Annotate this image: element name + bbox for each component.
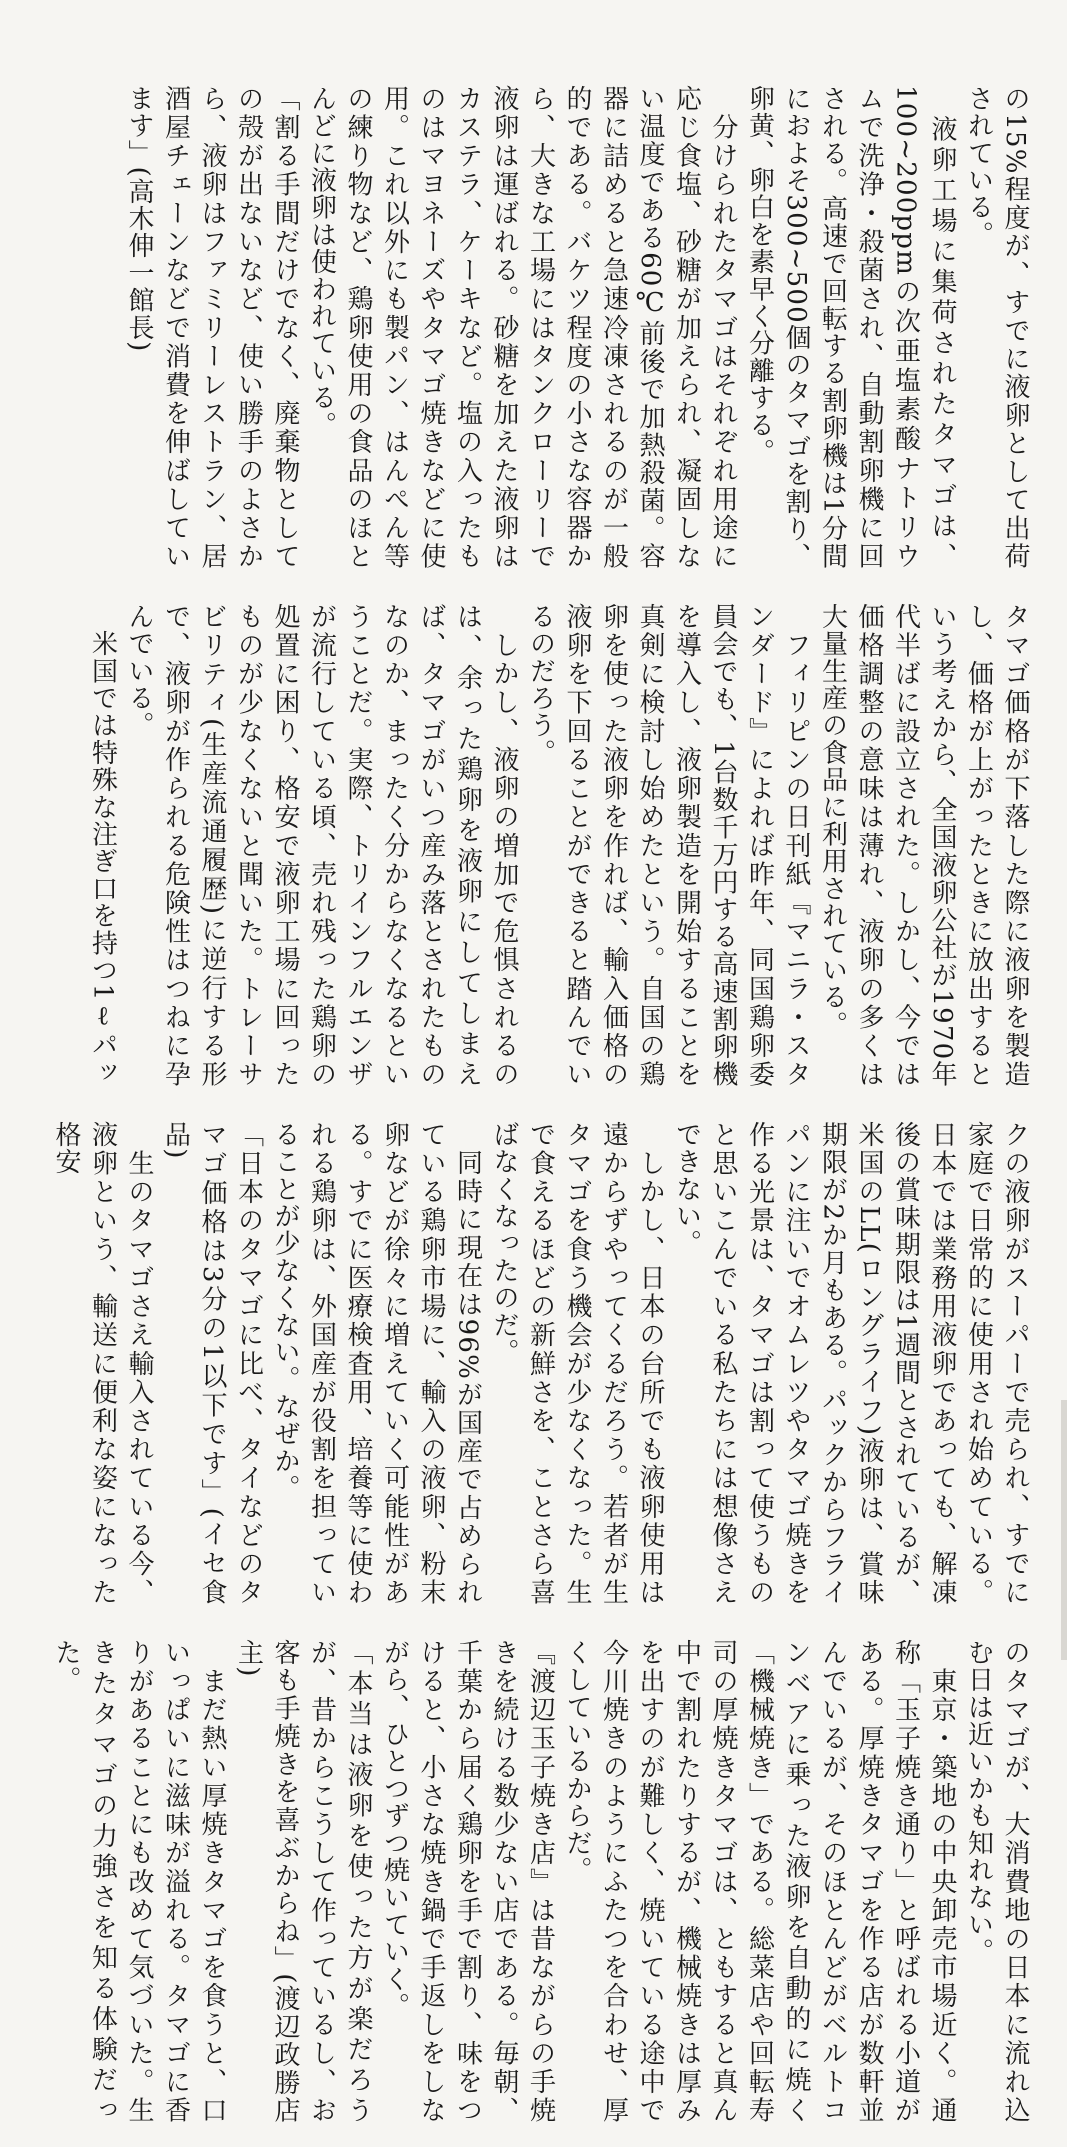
article-text-block-3: クの液卵がスーパーで売られ、すでに家庭で日常的に使用され始めている。日本では業務用液卵であっても、解凍後の賞味期限は1週間とされているが、米国のLL(ロングライフ)液卵は、賞味期限が2か月もある。パックからフライパンに注いでオムレツやタマゴ焼きを作る光景は、タマゴは割って使うものと思いこんでいる私たちには想像さえできない。 しかし、日本の台所でも液卵使用は遠からずやってくるだろう。若者が生タマゴを食う機会が少なくなった。生で食えるほどの新鮮さを、ことさら喜ばなくなったのだ。 同時に現在は96%が国産で占められている鶏卵市場に、輸入の液卵、粉末卵などが徐々に増えていく可能性がある。すでに医療検査用、培養等に使われる鶏卵は、外国産が役割を担っていることが少なくない。なぜか。 「日本のタマゴに比べ、タイなどのタマゴ価格は3分の1以下です」(イセ食品) 生のタマゴさえ輸入されている今、液卵という、輸送に便利な姿になった格安 <box>51 1121 1030 1606</box>
article-tier-2 <box>87 603 1033 1088</box>
article-text-block-1: の15%程度が、すでに液卵として出荷されている。 液卵工場に集荷されたタマゴは、100~200ppmの次亜塩素酸ナトリウムで洗浄・殺菌され、自動割卵機に回される。高速で回転する割卵機は1分間におよそ300~500個のタマゴを割り、卵黄、卵白を素早く分離する。 分けられたタマゴはそれぞれ用途に応じ食塩、砂糖が加えられ、凝固しない温度である60℃前後で加熱殺菌。容器に詰めると急速冷凍されるのが一般的である。バケツ程度の小さな容器から、大きな工場にはタンクローリーで液卵は運ばれる。砂糖を加えた液卵はカステラ、ケーキなど。塩の入ったものはマヨネーズやタマゴ焼きなどに使用。これ以外にも製パン、はんぺん等の練り物など、鶏卵使用の食品のほとんどに液卵は使われている。 「割る手間だけでなく、廃棄物としての殻が出ないなど、使い勝手のよさから、液卵はファミリーレストラン、居酒屋チェーンなどで消費を伸ばしています」(高木伸一館長) <box>124 85 1030 570</box>
article-text-block-2: タマゴ価格が下落した際に液卵を製造し、価格が上がったときに放出するという考えから、全国液卵公社が1970年代半ばに設立された。しかし、今では価格調整の意味は薄れ、液卵の多くは大量生産の食品に利用されている。 フィリピンの日刊紙『マニラ・スタンダード』によれば昨年、同国鶏卵委員会でも、1台数千万円する高速割卵機を導入し、液卵製造を開始することを真剣に検討し始めたという。自国の鶏卵を使った液卵を作れば、輸入価格の液卵を下回ることができると踏んでいるのだろう。 しかし、液卵の増加で危惧されるのは、余った鶏卵を液卵にしてしまえば、タマゴがいつ産み落とされたものなのか、まったく分からなくなるということだ。実際、トリインフルエンザが流行している頃、売れ残った鶏卵の処置に困り、格安で液卵工場に回ったものが少なくないと聞いた。トレーサビリティ(生産流通履歴)に逆行する形で、液卵が作られる危険性はつねに孕んでいる。 米国では特殊な注ぎ口を持つ1ℓパッ <box>87 603 1030 1088</box>
article-text-block-4: のタマゴが、大消費地の日本に流れ込む日は近いかも知れない。 東京・築地の中央卸売市場近く。通称「玉子焼き通り」と呼ばれる小道がある。厚焼きタマゴを作る店が数軒並んでいるが、そのほとんどがベルトコンベアに乗った液卵を自動的に焼く「機械焼き」である。総菜店や回転寿司の厚焼きタマゴは、ともすると真ん中で割れたりするが、機械焼きは厚みを出すのが難しく、焼いている途中で今川焼きのようにふたつを合わせ、厚くしているからだ。 『渡辺玉子焼き店』は昔ながらの手焼きを続ける数少ない店である。毎朝、千葉から届く鶏卵を手で割り、味をつけると、小さな焼き鍋で手返しをしながら、ひとつずつ焼いていく。 「本当は液卵を使った方が楽だろうが、昔からこうして作っているし、お客も手焼きを喜ぶからね」(渡辺政勝店主) まだ熱い厚焼きタマゴを食うと、口いっぱいに滋味が溢れる。タマゴに香りがあることにも改めて気づいた。生きたタマゴの力強さを知る体験だった。 <box>51 1639 1030 2124</box>
article-tier-3 <box>51 1121 1033 1606</box>
article-tier-4 <box>51 1639 1033 2124</box>
article-tier-1 <box>118 85 1033 570</box>
page-edge-shadow <box>1061 1400 1067 1660</box>
